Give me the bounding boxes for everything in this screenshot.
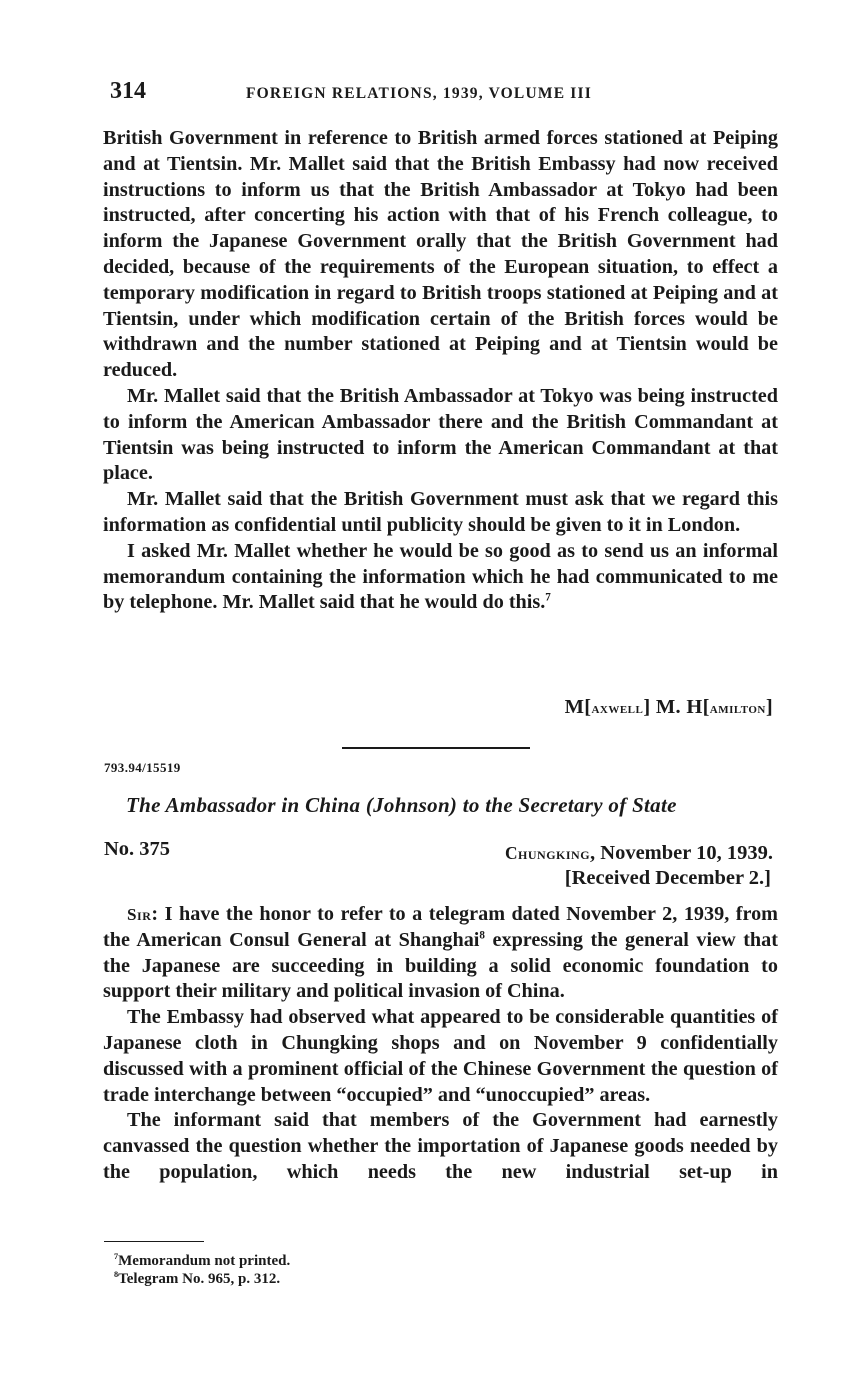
page-number: 314 bbox=[110, 78, 146, 104]
second-document-body bbox=[103, 902, 778, 1186]
footnotes bbox=[114, 1252, 290, 1288]
place: Chungking bbox=[504, 843, 591, 863]
section-divider bbox=[342, 747, 530, 749]
paragraph: Sir: I have the honor to refer to a telegram dated November 2, 1939, from the American Consul General at Shanghai$^8$ expressing the general view that the Japanese are succeeding in building a solid economic foundation to support their military and political invasion of China. bbox=[103, 903, 778, 1003]
footnote-reference: 7 bbox=[545, 591, 551, 604]
received-date: [Received December 2.] bbox=[564, 867, 771, 889]
footnote: $^8$Telegram No. 965, p. 312. bbox=[114, 1270, 281, 1287]
paragraph bbox=[103, 539, 778, 616]
file-number: 793.94/15519 bbox=[104, 760, 181, 775]
footnote: $^7$Memorandum not printed. bbox=[114, 1252, 291, 1269]
paragraph: The informant said that members of the Government had earnestly canvassed the question whether the importation of Japanese goods needed by the population, which needs the new industrial set-up in bbox=[103, 1109, 778, 1183]
salutation: Sir bbox=[127, 905, 152, 924]
paragraph: Mr. Mallet said that the British Ambassador at Tokyo was being instructed to inform the American Ambassador there and the British Commandant at Tientsin was being instructed to inform the American Commandant at that place. bbox=[103, 384, 778, 485]
running-title: FOREIGN RELATIONS, 1939, VOLUME III bbox=[246, 85, 592, 102]
running-head bbox=[110, 78, 780, 108]
paragraph: Mr. Mallet said that the British Government must ask that we regard this information as confidential until publicity should be given to it in London. bbox=[103, 488, 778, 536]
date: , November 10, 1939. bbox=[590, 842, 773, 864]
paragraph: British Government in reference to British armed forces stationed at Peiping and at Tientsin. Mr. Mallet said that the British Embassy had now received instructions to inform us that the British Ambassador at Tokyo had been instructed, after concerting his action with that of his French colleague, to inform the Japanese Government orally that the British Government had decided, because of the requirements of the European situation, to effect a temporary modification in regard to British troops stationed at Peiping and at Tientsin, under which modification certain of the British forces would be withdrawn and the number stationed at Peiping and at Tientsin would be reduced. bbox=[103, 127, 778, 382]
signature: M[axwell] M. H[amilton] bbox=[564, 696, 773, 718]
paragraph: The Embassy had observed what appeared to be considerable quantities of Japanese cloth in Chungking shops and on November 9 confidentially discussed with a prominent official of the Chinese Government the question of trade interchange between “occupied” and “unoccupied” areas. bbox=[103, 1006, 778, 1106]
place-date bbox=[505, 842, 773, 865]
paragraph-text: I asked Mr. Mallet whether he would be so good as to send us an informal memorandum containing the information which he had communicated to me by telephone. Mr. Mallet said that he would do this. bbox=[103, 539, 778, 614]
footnote-reference: 8 bbox=[479, 929, 485, 942]
document-number: No. 375 bbox=[104, 838, 171, 860]
first-document-body bbox=[103, 126, 778, 616]
document-heading: The Ambassador in China (Johnson) to the Secretary of State bbox=[126, 793, 677, 817]
footnote-divider bbox=[104, 1241, 204, 1242]
